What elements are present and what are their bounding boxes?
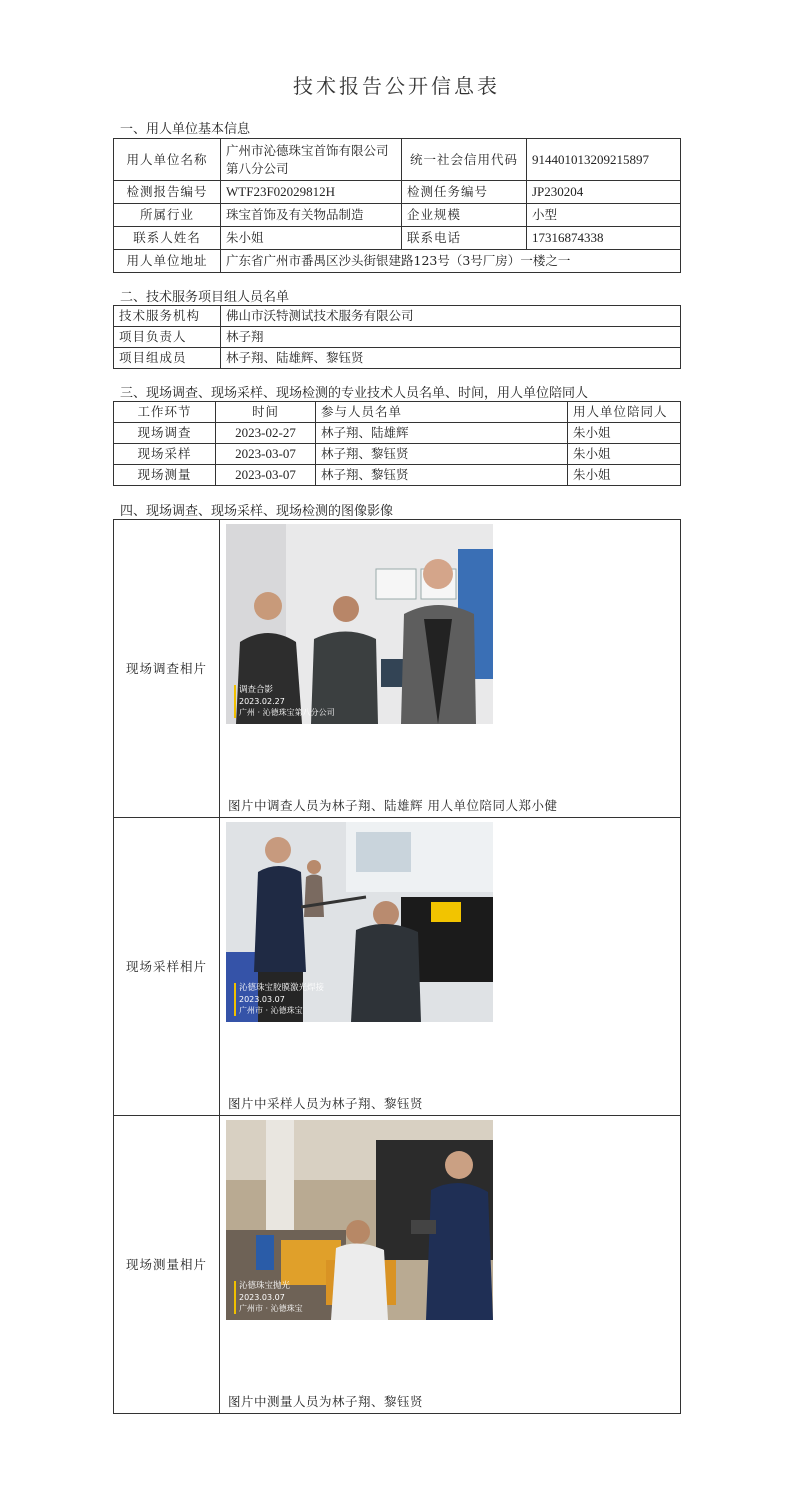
date-cell: 2023-03-07	[216, 465, 316, 486]
service-org-label: 技术服务机构	[114, 306, 221, 327]
task-number-label: 检测任务编号	[402, 181, 527, 204]
stamp-date: 2023.02.27	[239, 697, 285, 706]
header-time: 时间	[216, 402, 316, 423]
service-org-value: 佛山市沃特测试技术服务有限公司	[221, 306, 681, 327]
sampling-photo-stamp	[234, 983, 324, 1016]
sampling-photo-label: 现场采样相片	[114, 818, 220, 1116]
project-lead-value: 林子翔	[221, 327, 681, 348]
escort-cell: 朱小姐	[568, 444, 681, 465]
project-team-table	[113, 305, 681, 369]
address-label: 用人单位地址	[114, 250, 221, 273]
measurement-photo-cell	[220, 1116, 681, 1414]
survey-photo-cell	[220, 520, 681, 818]
industry-value: 珠宝首饰及有关物品制造	[221, 204, 402, 227]
photo-table	[113, 519, 681, 1414]
measurement-photo-label: 现场测量相片	[114, 1116, 220, 1414]
team-members-value: 林子翔、陆雄辉、黎钰贤	[221, 348, 681, 369]
task-number-value: JP230204	[527, 181, 681, 204]
credit-code-label: 统一社会信用代码	[402, 139, 527, 181]
table-row	[114, 423, 681, 444]
section2-heading: 二、技术服务项目组人员名单	[120, 290, 290, 305]
page-title: 技术报告公开信息表	[293, 74, 500, 98]
stage-cell: 现场调查	[114, 423, 216, 444]
photo-row	[114, 818, 681, 1116]
participants-cell: 林子翔、陆雄辉	[316, 423, 568, 444]
stamp-location: 广州市 · 沁德珠宝	[239, 1006, 303, 1015]
address-value: 广东省广州市番禺区沙头街银建路123号（3号厂房）一楼之一	[221, 250, 681, 273]
sampling-photo	[226, 822, 493, 1022]
measurement-photo	[226, 1120, 493, 1320]
scale-label: 企业规模	[402, 204, 527, 227]
escort-cell: 朱小姐	[568, 465, 681, 486]
company-info-table	[113, 138, 681, 273]
section1-heading: 一、用人单位基本信息	[120, 122, 251, 137]
section3-heading: 三、现场调查、现场采样、现场检测的专业技术人员名单、时间，用人单位陪同人	[120, 386, 589, 401]
report-number-label: 检测报告编号	[114, 181, 221, 204]
stamp-date: 2023.03.07	[239, 1293, 285, 1302]
scale-value: 小型	[527, 204, 681, 227]
contact-phone-label: 联系电话	[402, 227, 527, 250]
stamp-location: 广州市 · 沁德珠宝	[239, 1304, 303, 1313]
report-number-value: WTF23F02029812H	[221, 181, 402, 204]
credit-code-value: 914401013209215897	[527, 139, 681, 181]
table-row	[114, 444, 681, 465]
date-cell: 2023-03-07	[216, 444, 316, 465]
header-participants: 参与人员名单	[316, 402, 568, 423]
measurement-photo-caption: 图片中测量人员为林子翔、黎钰贤	[228, 1394, 424, 1409]
section4-heading: 四、现场调查、现场采样、现场检测的图像影像	[120, 504, 394, 519]
stage-cell: 现场测量	[114, 465, 216, 486]
contact-phone-value: 17316874338	[527, 227, 681, 250]
participants-cell: 林子翔、黎钰贤	[316, 444, 568, 465]
stamp-title: 沁德珠宝抛光	[239, 1281, 291, 1291]
industry-label: 所属行业	[114, 204, 221, 227]
stamp-title: 沁德珠宝胶膜激光焊接	[239, 983, 325, 993]
photo-row	[114, 520, 681, 818]
survey-photo-label: 现场调查相片	[114, 520, 220, 818]
date-cell: 2023-02-27	[216, 423, 316, 444]
project-lead-label: 项目负责人	[114, 327, 221, 348]
stamp-date: 2023.03.07	[239, 995, 285, 1004]
escort-cell: 朱小姐	[568, 423, 681, 444]
table-row	[114, 465, 681, 486]
contact-name-value: 朱小姐	[221, 227, 402, 250]
stage-cell: 现场采样	[114, 444, 216, 465]
measurement-photo-stamp	[234, 1281, 303, 1314]
survey-photo-caption: 图片中调查人员为林子翔、陆雄辉 用人单位陪同人郑小健	[228, 798, 558, 813]
stamp-title: 调查合影	[239, 685, 274, 695]
header-escort: 用人单位陪同人	[568, 402, 681, 423]
sampling-photo-cell	[220, 818, 681, 1116]
participants-cell: 林子翔、黎钰贤	[316, 465, 568, 486]
survey-photo	[226, 524, 493, 724]
team-members-label: 项目组成员	[114, 348, 221, 369]
schedule-table	[113, 401, 681, 486]
contact-name-label: 联系人姓名	[114, 227, 221, 250]
stamp-location: 广州 · 沁德珠宝第八分公司	[239, 708, 335, 717]
photo-row	[114, 1116, 681, 1414]
survey-photo-stamp	[234, 685, 335, 718]
company-name-label: 用人单位名称	[114, 139, 221, 181]
header-stage: 工作环节	[114, 402, 216, 423]
company-name-value: 广州市沁德珠宝首饰有限公司第八分公司	[221, 139, 402, 181]
sampling-photo-caption: 图片中采样人员为林子翔、黎钰贤	[228, 1096, 424, 1111]
